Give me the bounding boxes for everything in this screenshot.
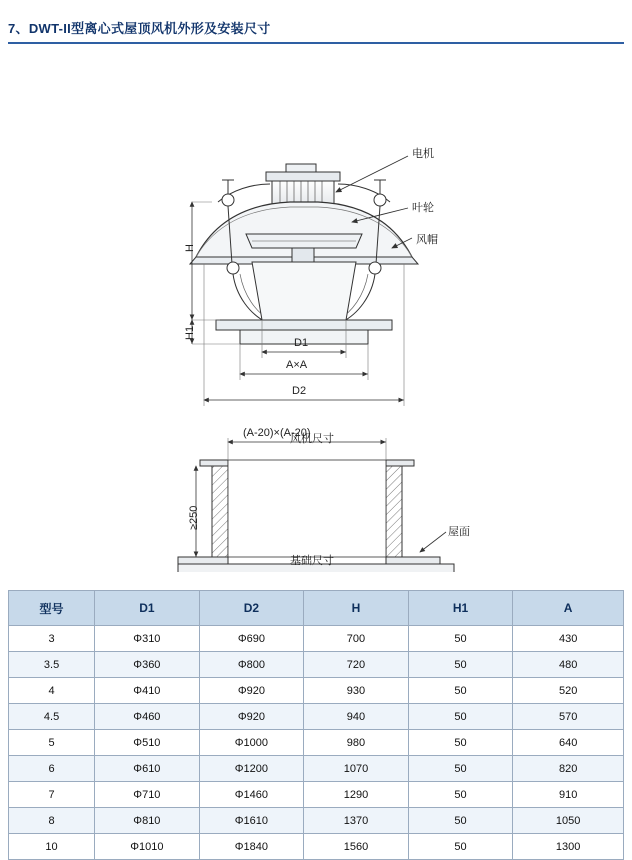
table-header-cell: H1 [408, 591, 513, 626]
cell-model: 5 [9, 730, 95, 756]
cell-model: 7 [9, 782, 95, 808]
technical-drawing-svg [0, 52, 632, 572]
label-impeller: 叶轮 [412, 202, 434, 214]
cell-h: 1370 [304, 808, 409, 834]
foundation-drawing-caption: 基础尺寸 [290, 555, 334, 567]
cell-d2: Φ920 [199, 678, 304, 704]
cell-d2: Φ920 [199, 704, 304, 730]
table-row [9, 834, 624, 860]
cell-h1: 50 [408, 834, 513, 860]
drawing-area [0, 52, 632, 572]
cell-model: 10 [9, 834, 95, 860]
spec-table [8, 590, 624, 860]
cell-h1: 50 [408, 704, 513, 730]
table-header-cell: D1 [95, 591, 200, 626]
table-row [9, 652, 624, 678]
table-header-cell: D2 [199, 591, 304, 626]
table-row [9, 756, 624, 782]
title-divider [8, 42, 624, 44]
cell-model: 6 [9, 756, 95, 782]
cell-d1: Φ510 [95, 730, 200, 756]
table-header-cell: A [513, 591, 624, 626]
cell-a: 1050 [513, 808, 624, 834]
cell-d1: Φ410 [95, 678, 200, 704]
cell-d1: Φ710 [95, 782, 200, 808]
dim-label-d1: D1 [294, 337, 309, 349]
cell-h: 940 [304, 704, 409, 730]
cell-h: 1070 [304, 756, 409, 782]
cell-a: 820 [513, 756, 624, 782]
cell-a: 430 [513, 626, 624, 652]
cell-a: 570 [513, 704, 624, 730]
label-roof: 屋面 [448, 526, 470, 538]
cell-model: 8 [9, 808, 95, 834]
cell-a: 1300 [513, 834, 624, 860]
cell-h1: 50 [408, 756, 513, 782]
cell-h1: 50 [408, 626, 513, 652]
cell-d1: Φ610 [95, 756, 200, 782]
table-row [9, 782, 624, 808]
cell-h: 980 [304, 730, 409, 756]
table-row [9, 704, 624, 730]
cell-model: 3.5 [9, 652, 95, 678]
dim-label-min-height: ≥250 [188, 505, 200, 530]
fan-assembly [190, 164, 418, 344]
cell-h: 930 [304, 678, 409, 704]
cell-h: 700 [304, 626, 409, 652]
cell-h: 1560 [304, 834, 409, 860]
cell-h: 720 [304, 652, 409, 678]
cell-a: 480 [513, 652, 624, 678]
cell-d2: Φ1200 [199, 756, 304, 782]
cell-model: 4 [9, 678, 95, 704]
cell-h1: 50 [408, 652, 513, 678]
cell-d1: Φ810 [95, 808, 200, 834]
cell-d1: Φ360 [95, 652, 200, 678]
table-header-row [9, 591, 624, 626]
cell-d1: Φ1010 [95, 834, 200, 860]
cell-h: 1290 [304, 782, 409, 808]
cell-h1: 50 [408, 730, 513, 756]
dim-label-h: H [184, 244, 196, 252]
table-row [9, 678, 624, 704]
dim-label-h1: H1 [184, 325, 196, 340]
table-row [9, 730, 624, 756]
fan-drawing-caption: 风机尺寸 [290, 433, 334, 445]
cell-model: 3 [9, 626, 95, 652]
dim-label-opening: (A-20)×(A-20) [243, 427, 311, 439]
cell-d2: Φ800 [199, 652, 304, 678]
table-header-cell: 型号 [9, 591, 95, 626]
cell-a: 640 [513, 730, 624, 756]
cell-model: 4.5 [9, 704, 95, 730]
label-motor: 电机 [412, 148, 434, 160]
table-header-cell: H [304, 591, 409, 626]
page-title: 7、DWT-II型离心式屋顶风机外形及安装尺寸 [8, 21, 271, 36]
cell-d1: Φ310 [95, 626, 200, 652]
cell-h1: 50 [408, 782, 513, 808]
cell-h1: 50 [408, 678, 513, 704]
label-cap: 风帽 [416, 234, 438, 246]
cell-d2: Φ1610 [199, 808, 304, 834]
cell-d2: Φ690 [199, 626, 304, 652]
dim-label-d2: D2 [292, 385, 307, 397]
cell-d2: Φ1840 [199, 834, 304, 860]
cell-a: 910 [513, 782, 624, 808]
dim-label-axa: A×A [286, 359, 308, 371]
cell-a: 520 [513, 678, 624, 704]
cell-d2: Φ1460 [199, 782, 304, 808]
cell-d2: Φ1000 [199, 730, 304, 756]
cell-h1: 50 [408, 808, 513, 834]
cell-d1: Φ460 [95, 704, 200, 730]
table-row [9, 626, 624, 652]
